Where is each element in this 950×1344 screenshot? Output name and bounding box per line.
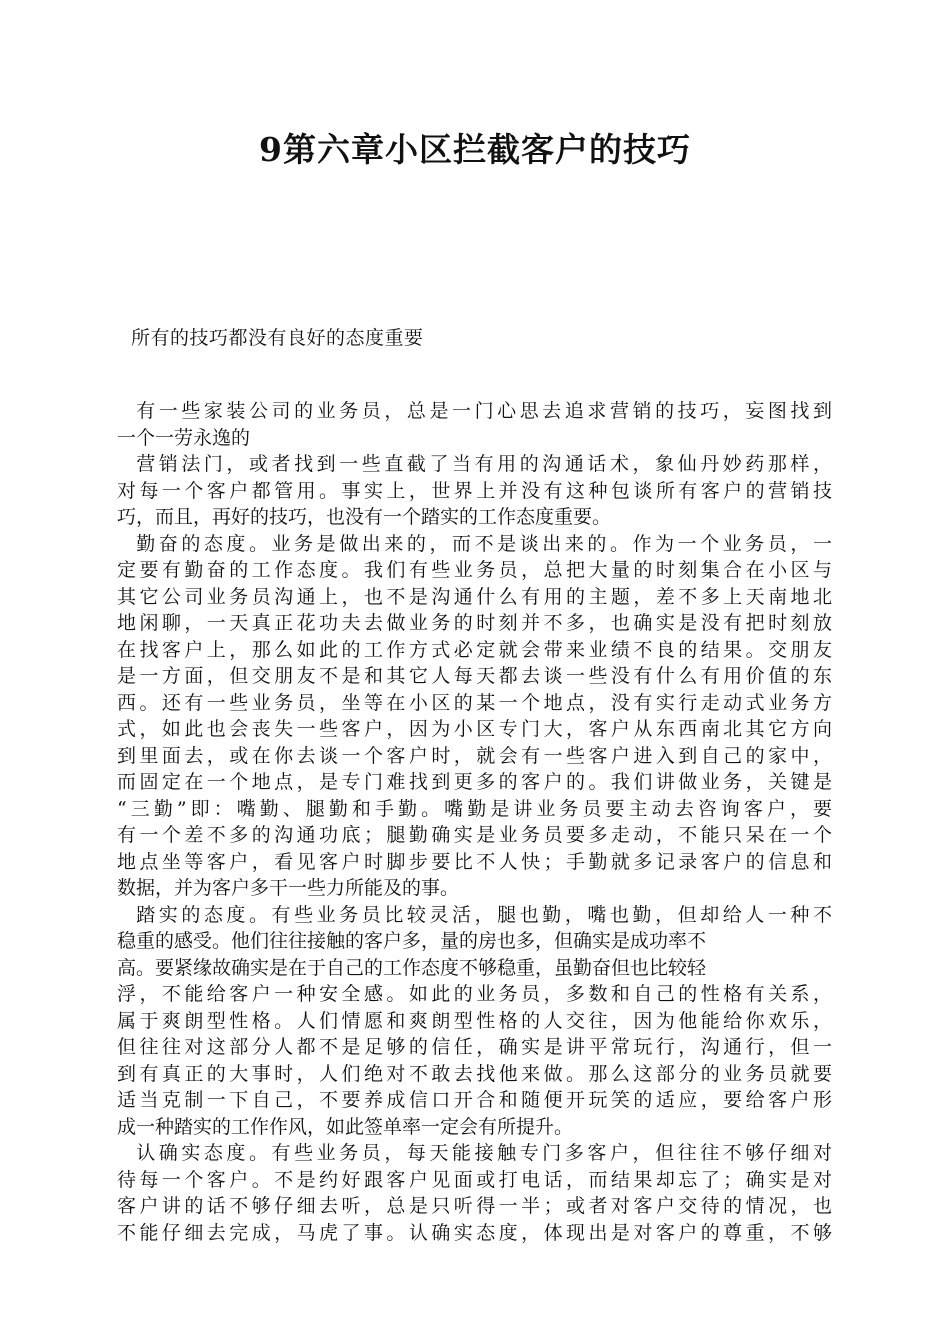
text-line: 不能仔细去完成，马虎了事。认确实态度，体现出是对客户的尊重，不够	[117, 1221, 832, 1244]
text-line: 地闲聊，一天真正花功夫去做业务的时刻并不多，也确实是没有把时刻放	[117, 612, 832, 634]
text-line: 到有真正的大事时，人们绝对不敢去找他来做。那么这部分的业务员就要	[117, 1062, 832, 1085]
text-line: 营销法门，或者找到一些直截了当有用的沟通话术，象仙丹妙药那样，	[117, 453, 832, 475]
text-line: 到里面去，或在你去谈一个客户时，就会有一些客户进入到自己的家中，	[117, 744, 832, 767]
text-line: 西。还有一些业务员，坐等在小区的某一个地点，没有实行走动式业务方	[117, 691, 832, 714]
text-line: 有一些家装公司的业务员，总是一门心思去追求营销的技巧，妄图找到	[117, 400, 832, 422]
body-text	[117, 398, 832, 1246]
text-line: 高。要紧缘故确实是在于自己的工作态度不够稳重，虽勤奋但也比较轻	[117, 956, 707, 979]
text-line: 适当克制一下自己，不要养成信口开合和随便开玩笑的适应，要给客户形	[117, 1089, 832, 1111]
text-line: 认确实态度。有些业务员，每天能接触专门多客户，但往往不够仔细对	[117, 1142, 832, 1164]
text-line: 其它公司业务员沟通上，也不是沟通什么有用的主题，差不多上天南地北	[117, 585, 832, 608]
text-line: 定要有勤奋的工作态度。我们有些业务员，总把大量的时刻集合在小区与	[117, 559, 832, 581]
text-line: 是一方面，但交朋友不是和其它人每天都去谈一些没有什么有用价值的东	[117, 665, 832, 687]
text-line: 有一个差不多的沟通功底；腿勤确实是业务员要多走动，不能只呆在一个	[117, 824, 832, 846]
text-line: 但往往对这部分人都不是足够的信任，确实是讲平常玩行，沟通行，但一	[117, 1036, 832, 1058]
text-line: “三勤”即：嘴勤、腿勤和手勤。嘴勤是讲业务员要主动去咨询客户，要	[117, 797, 832, 820]
text-line: 一个一劳永逸的	[117, 426, 251, 449]
text-line: 浮，不能给客户一种安全感。如此的业务员，多数和自己的性格有关系，	[117, 983, 832, 1005]
text-line: 巧，而且，再好的技巧，也没有一个踏实的工作态度重要。	[117, 506, 612, 528]
text-line: 属于爽朗型性格。人们情愿和爽朗型性格的人交往，因为他能给你欢乐，	[117, 1009, 832, 1032]
text-line: 而固定在一个地点，是专门难找到更多的客户的。我们讲做业务，关键是	[117, 771, 832, 793]
text-line: 待每一个客户。不是约好跟客户见面或打电话，而结果却忘了；确实是对	[117, 1168, 832, 1191]
document-title: 9第六章小区拦截客户的技巧	[259, 130, 691, 169]
text-line: 勤奋的态度。业务是做出来的，而不是谈出来的。作为一个业务员，一	[117, 532, 832, 555]
text-line: 数据，并为客户多干一些力所能及的事。	[117, 877, 460, 899]
document-subtitle: 所有的技巧都没有良好的态度重要	[131, 327, 424, 349]
text-line: 客户讲的话不够仔细去听，总是只听得一半；或者对客户交待的情况，也	[117, 1195, 832, 1217]
text-line: 式，如此也会丧失一些客户，因为小区专门大，客户从东西南北其它方向	[117, 718, 832, 740]
text-line: 地点坐等客户，看见客户时脚步要比不人快；手勤就多记录客户的信息和	[117, 850, 832, 873]
text-line: 稳重的感受。他们往往接触的客户多，量的房也多，但确实是成功率不	[117, 930, 707, 952]
text-line: 对每一个客户都管用。事实上，世界上并没有这种包谈所有客户的营销技	[117, 479, 832, 502]
text-line: 踏实的态度。有些业务员比较灵活，腿也勤，嘴也勤，但却给人一种不	[117, 903, 832, 926]
text-line: 成一种踏实的工作作风，如此签单率一定会有所提升。	[117, 1115, 574, 1138]
text-line: 在找客户上，那么如此的工作方式必定就会带来业绩不良的结果。交朋友	[117, 638, 832, 661]
